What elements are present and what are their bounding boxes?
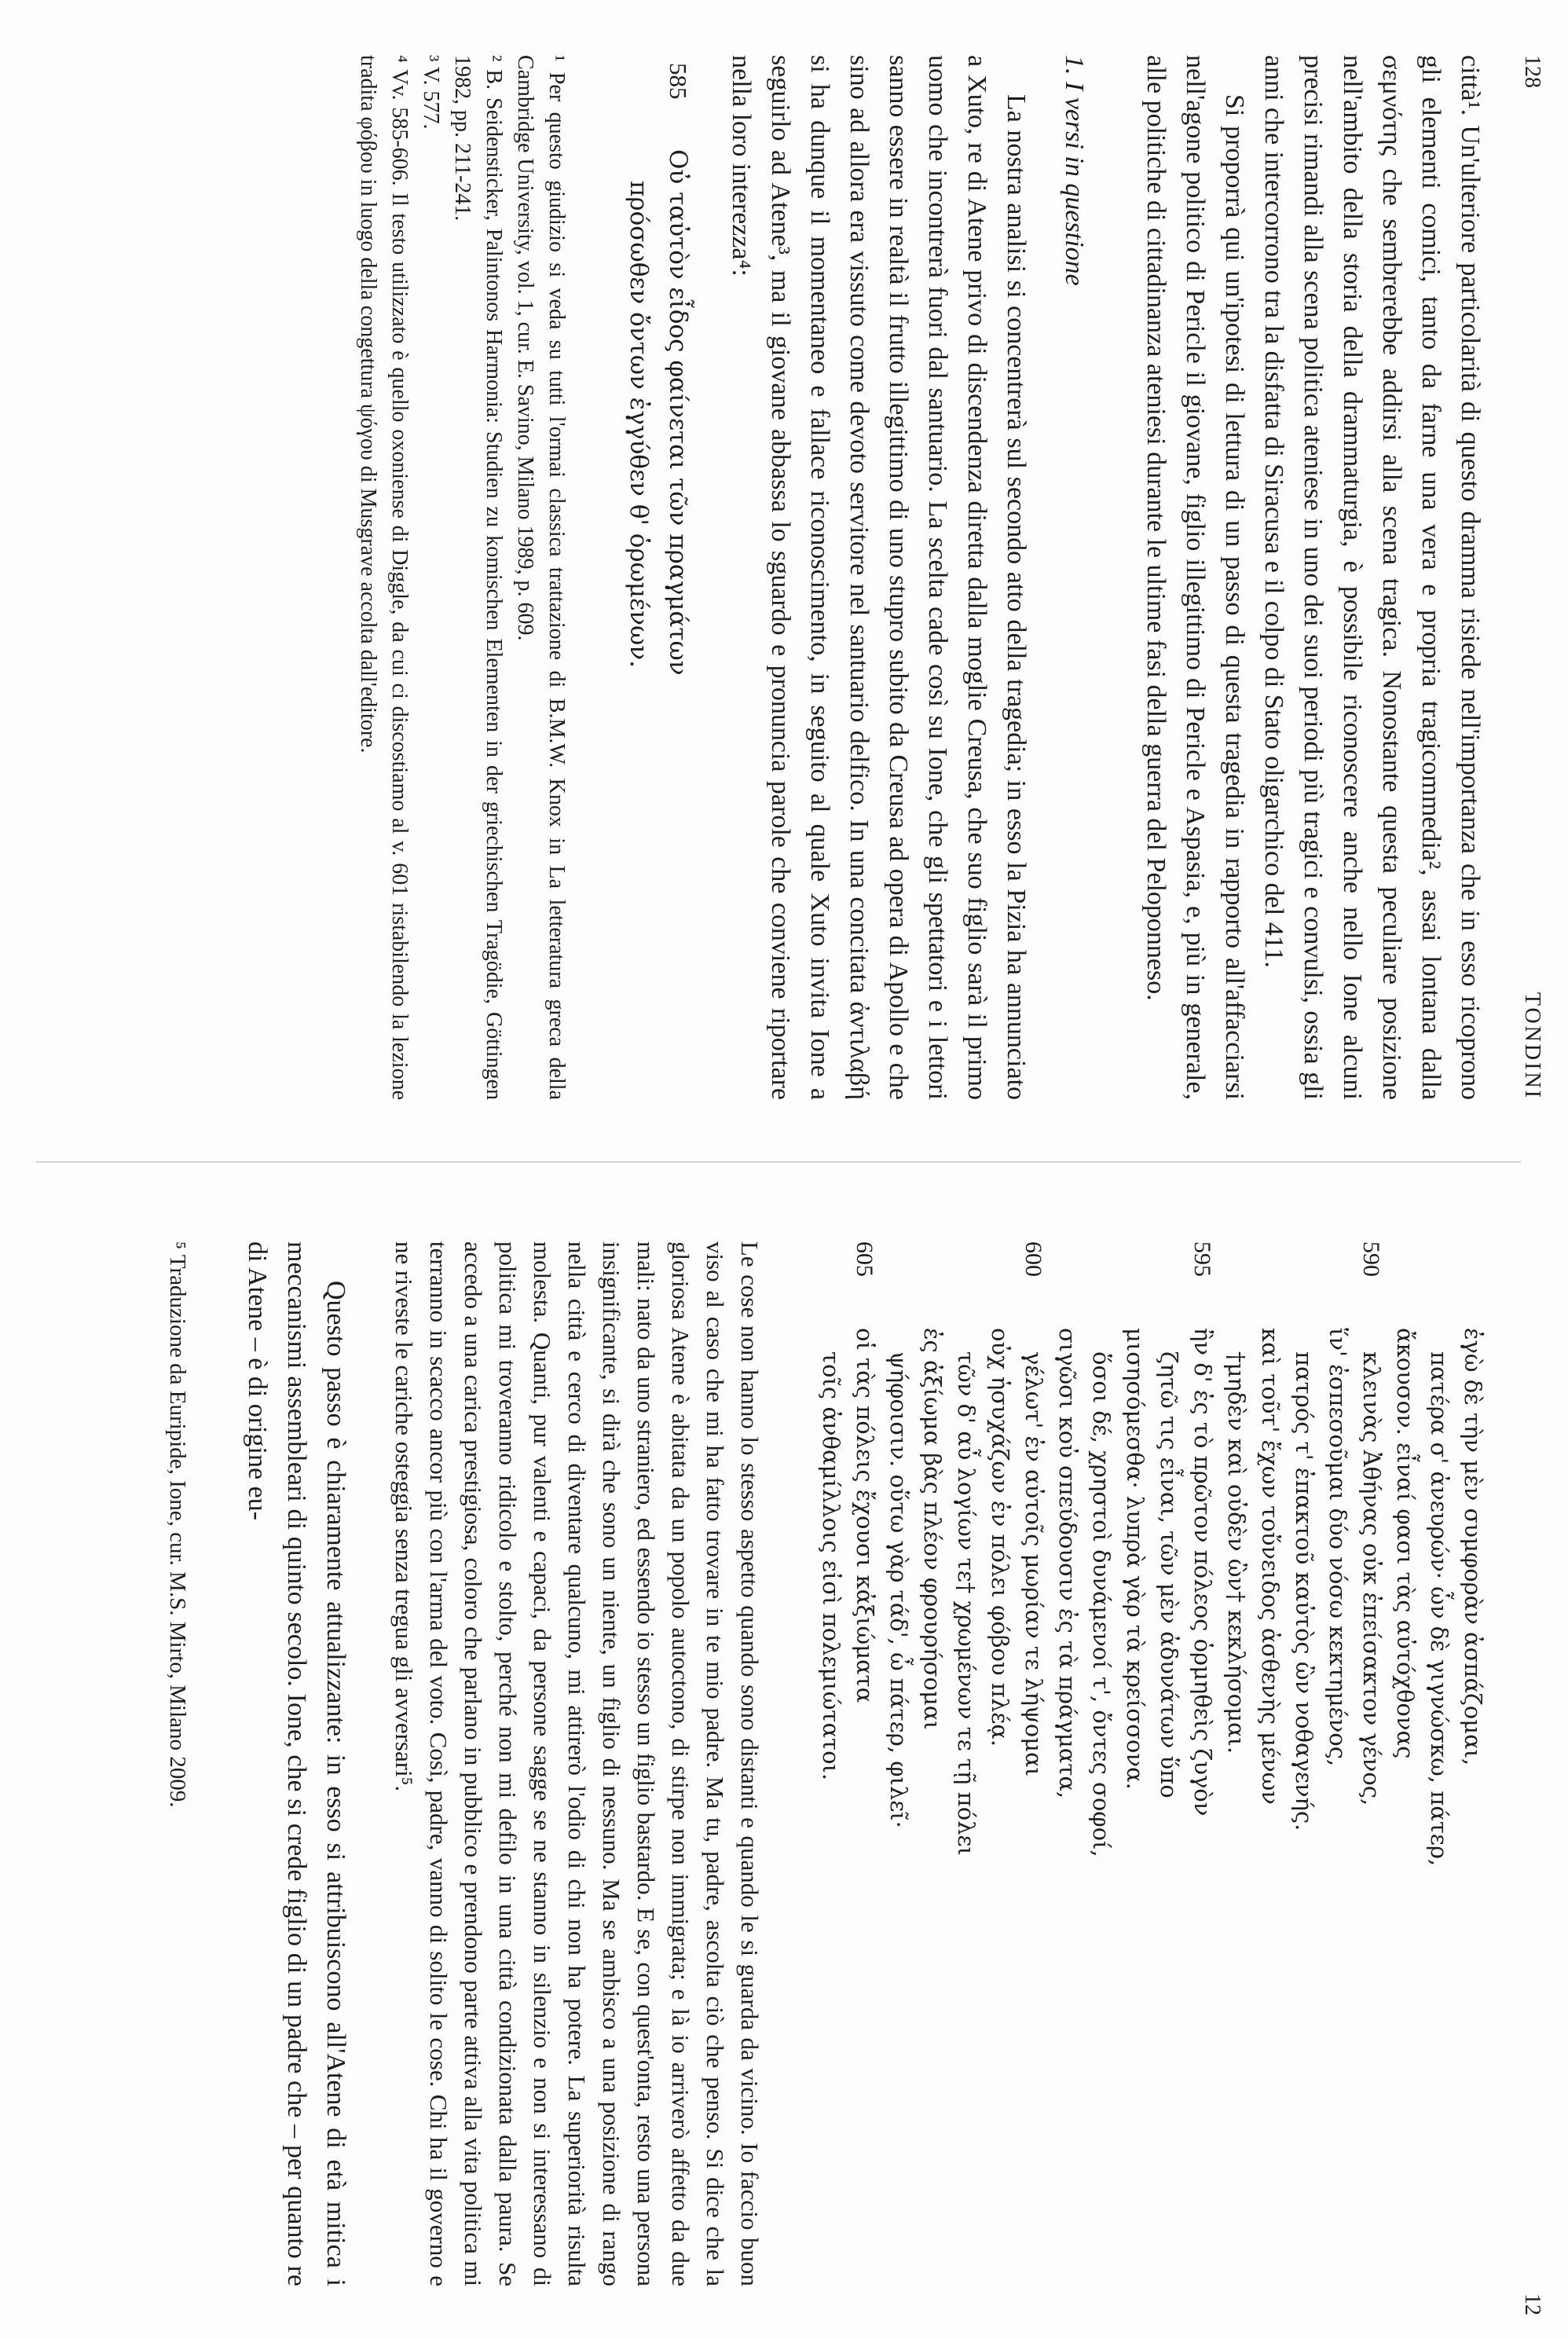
greek-verse-line (1287, 1328, 1321, 2286)
greek-verse-text: τῶν δ' αὖ λογίων τε† χρωμένων τε τῇ πόλει (953, 1351, 980, 1856)
verse-line-number: 600 (1020, 1241, 1046, 1277)
greek-verse-block (814, 1241, 1489, 2286)
greek-verse-line (848, 1241, 881, 2286)
running-head: TONDINI (1520, 992, 1544, 1100)
body-paragraph: Si proporrà qui un'ipotesi di lettura di un passo di questa tragedia in rapporto all'affacciarsi nell'agone politico di Pericle il giovane, figlio illegittimo di Pericle e Aspasia, e, più in generale, alle politiche di cittadinanza ateniesi durante le ultime fasi della guerra del Peloponneso. (1141, 55, 1249, 1100)
greek-quote (619, 63, 698, 1100)
body-paragraph: città¹. Un'ulteriore particolarità di questo dramma risiede nell'importanza che in esso ricoprono gli elementi comici, tanto da farne una vera e propria tragicommedia², assai lontana dalla σεμνότης che sembrerebbe addirsi alla scena tragica. Nonostante questa peculiare posizione nell'ambito della storia della drammaturgia, è possibile riconoscere anche nello Ione alcuni precisi rimandi alla scena politica ateniese in uno dei suoi periodi più tragici e convulsi, ossia gli anni che intercorrono tra la disfatta di Siracusa e il colpo di Stato oligarchico del 411. (1259, 55, 1485, 1100)
greek-verse-text: κλεινὰς Ἀθήνας οὐκ ἐπείσακτον γένος, (1358, 1351, 1385, 1806)
italian-translation: Le cose non hanno lo stesso aspetto quando sono distanti e quando le si guarda da vicino. Io faccio buon viso al caso che mi ha fatto trovare in te mio padre. Ma tu, padre, ascolta ciò che penso. Si dice che la gloriosa Atene è abitata da un popolo autoctono, di stirpe non immigrata; e là io arriverò affetto da due mali: nato da uno straniero, ed essendo io stesso un figlio bastardo. E se, con quest'onta, resto una persona insignificante, si dirà che sono un niente, un figlio di nessuno. Ma se ambisco a una posizione di rango nella città e cerco di diventare qualcuno, mi attirerò l'odio di chi non ha potere. La superiorità risulta molesta. Quanti, pur valenti e capaci, da persone sagge se ne stanno in silenzio e non si interessano di politica mi troveranno ridicolo e stolto, perché non mi defilo in una città condizionata dalla paura. Se accedo a una carica prestigiosa, coloro che parlano in pubblico e prendono parte attiva alla vita politica mi terranno in scacco ancor più con l'arma del voto. Così, padre, vanno di solito le cose. Chi ha il governo e ne riveste le cariche osteggia senza tregua gli avversari⁵. (390, 1241, 764, 2286)
greek-verse-text: γέλωτ' ἐν αὐτοῖς μωρίαν τε λήψομαι (1020, 1351, 1047, 1776)
verse-line-number: 585 (665, 63, 692, 100)
greek-verse-text: ψήφοισιν. οὕτω γὰρ τάδ', ὦ πάτερ, φιλεῖ· (885, 1351, 912, 1828)
footnote: ² B. Seidensticker, Palintonos Harmonia: Studien zu komischen Elementen in der griechischen Tragödie, Göttingen 1982, pp. 211-241. (450, 55, 506, 1100)
greek-verse-line (1354, 1241, 1388, 2286)
footnote: ⁵ Traduzione da Euripide, Ione, cur. M.S. Mirto, Milano 2009. (165, 1241, 190, 1808)
body-paragraph: La nostra analisi si concentrerà sul secondo atto della tragedia; in esso la Pizia ha annunciato a Xuto, re di Atene privo di discendenza diretta dalla moglie Creusa, che suo figlio sarà il primo uomo che incontrerà fuori dal santuario. La scelta cade così su Ione, che gli spettatori e i lettori sanno essere in realtà il frutto illegittimo di uno stupro subito da Creusa ad opera di Apollo e che sino ad allora era vissuto come devoto servitore nel santuario delfico. In una concitata ἀντιλαβή si ha dunque il momentaneo e fallace riconoscimento, in seguito al quale Xuto invita Ione a seguirlo ad Atene³, ma il giovane abbassa lo sguardo e pronuncia parole che conviene riportare nella loro interezza⁴: (727, 55, 1031, 1100)
verse-line-number: 590 (1358, 1241, 1384, 1277)
greek-verse-text: καὶ τοῦτ' ἔχων τοὔνειδος ἀσθενὴς μένων (1257, 1328, 1284, 1805)
greek-verse-line (881, 1328, 915, 2286)
left-page (0, 0, 1568, 1155)
left-text-column (352, 55, 1489, 1100)
greek-verse-text: †μηδὲν καὶ οὐδὲν ὢν† κεκλήσομαι. (1223, 1351, 1250, 1754)
greek-verse-line (1050, 1328, 1084, 2286)
greek-verse-line: πρόσωθεν ὄντων ἐγγύθεν θ' ὁρωμένων. (625, 181, 653, 668)
greek-verse-text: οὐχ ἡσυχάζων ἐν πόλει φόβου πλέᾳ. (987, 1328, 1013, 1747)
greek-verse-line (1388, 1328, 1422, 2286)
greek-verse-text: οἱ τὰς πόλεις ἔχουσι κἀξιώματα (852, 1328, 878, 1703)
greek-verse-line (983, 1328, 1017, 2286)
section-title: 1. I versi in questione (1060, 55, 1089, 286)
greek-verse-text: ἢν δ' ἐς τὸ πρῶτον πόλεος ὁρμηθεὶς ζυγὸν (1189, 1328, 1216, 1817)
greek-verse-line: Οὐ ταὐτὸν εἶδος φαίνεται τῶν πραγμάτων (664, 149, 692, 676)
greek-verse-text: πατέρα σ' ἀνευρών· ὧν δὲ γιγνώσκω, πάτερ, (1426, 1351, 1453, 1867)
greek-verse-line (1152, 1328, 1185, 2286)
page-number: 128 (1520, 55, 1544, 88)
greek-verse-line (1084, 1328, 1118, 2286)
greek-verse-text: πατρός τ' ἐπακτοῦ καὐτὸς ὢν νοθαγενής. (1291, 1351, 1317, 1831)
right-page (0, 1179, 1568, 2339)
greek-verse-line (1422, 1328, 1456, 2286)
body-paragraph: Questo passo è chiaramente attualizzante: in esso si attribuiscono all'Atene di età mitica i meccanismi assembleari di quinto secolo. Ione, che si crede figlio di un padre che – per quanto re di Atene – è di origine eu- (243, 1241, 350, 2286)
greek-verse-line (1253, 1328, 1287, 2286)
greek-verse-text: ἄκουσον. εἶναί φασι τὰς αὐτόχθονας (1392, 1328, 1419, 1759)
greek-verse-line (915, 1328, 949, 2286)
footnote: ¹ Per questo giudizio si veda su tutti l'ormai classica trattazione di B.M.W. Knox in La letteratura greca della Cambridge University, vol. 1, cur. E. Savino, Milano 1989, p. 609. (513, 55, 569, 1100)
greek-verse-line (1017, 1241, 1050, 2286)
book-gutter (36, 1161, 1521, 1163)
verse-line-number: 605 (852, 1241, 877, 1277)
page-number: 12 (1520, 2293, 1544, 2315)
greek-verse-line (814, 1328, 848, 2286)
greek-verse-line (1185, 1241, 1219, 2286)
greek-verse-text: σιγῶσι κοὐ σπεύδουσιν ἐς τὰ πράγματα, (1054, 1328, 1081, 1799)
greek-verse-text: ἵν' ἐσπεσοῦμαι δύο νόσω κεκτημένος, (1324, 1328, 1351, 1767)
greek-verse-text: τοῖς ἀνθαμίλλοις εἰσὶ πολεμιώτατοι. (818, 1351, 844, 1781)
greek-verse-line (1118, 1328, 1152, 2286)
greek-verse-line (1321, 1328, 1354, 2286)
greek-verse-line (1456, 1328, 1489, 2286)
greek-verse-line (949, 1328, 983, 2286)
footnote: ³ V. 577. (419, 55, 443, 130)
footnotes (352, 55, 572, 1100)
greek-verse-text: μισησόμεσθα· λυπρὰ γὰρ τὰ κρείσσονα. (1122, 1328, 1149, 1790)
greek-verse-text: ἐγὼ δὲ τὴν μὲν συμφορὰν ἀσπάζομαι, (1460, 1328, 1486, 1766)
footnote: ⁴ Vv. 585-606. Il testo utilizzato è quello oxoniense di Diggle, da cui ci discostiamo al v. 601 ristabilendo la lezione tradita φόβου in luogo della congettura ψόγου di Musgrave accolta dall'editore. (356, 55, 412, 1100)
greek-verse-text: ἐς ἀξίωμα βὰς πλέον φρουρήσομαι (919, 1328, 946, 1730)
verse-line-number: 595 (1189, 1241, 1215, 1277)
greek-verse-text: ζητῶ τις εἶναι, τῶν μὲν ἀδυνάτων ὕπο (1156, 1351, 1182, 1798)
greek-verse-line (1219, 1328, 1253, 2286)
right-text-column (141, 1241, 1489, 2286)
greek-verse-text: ὅσοι δέ, χρηστοὶ δυνάμενοί τ', ὄντες σοφοί, (1088, 1351, 1115, 1857)
